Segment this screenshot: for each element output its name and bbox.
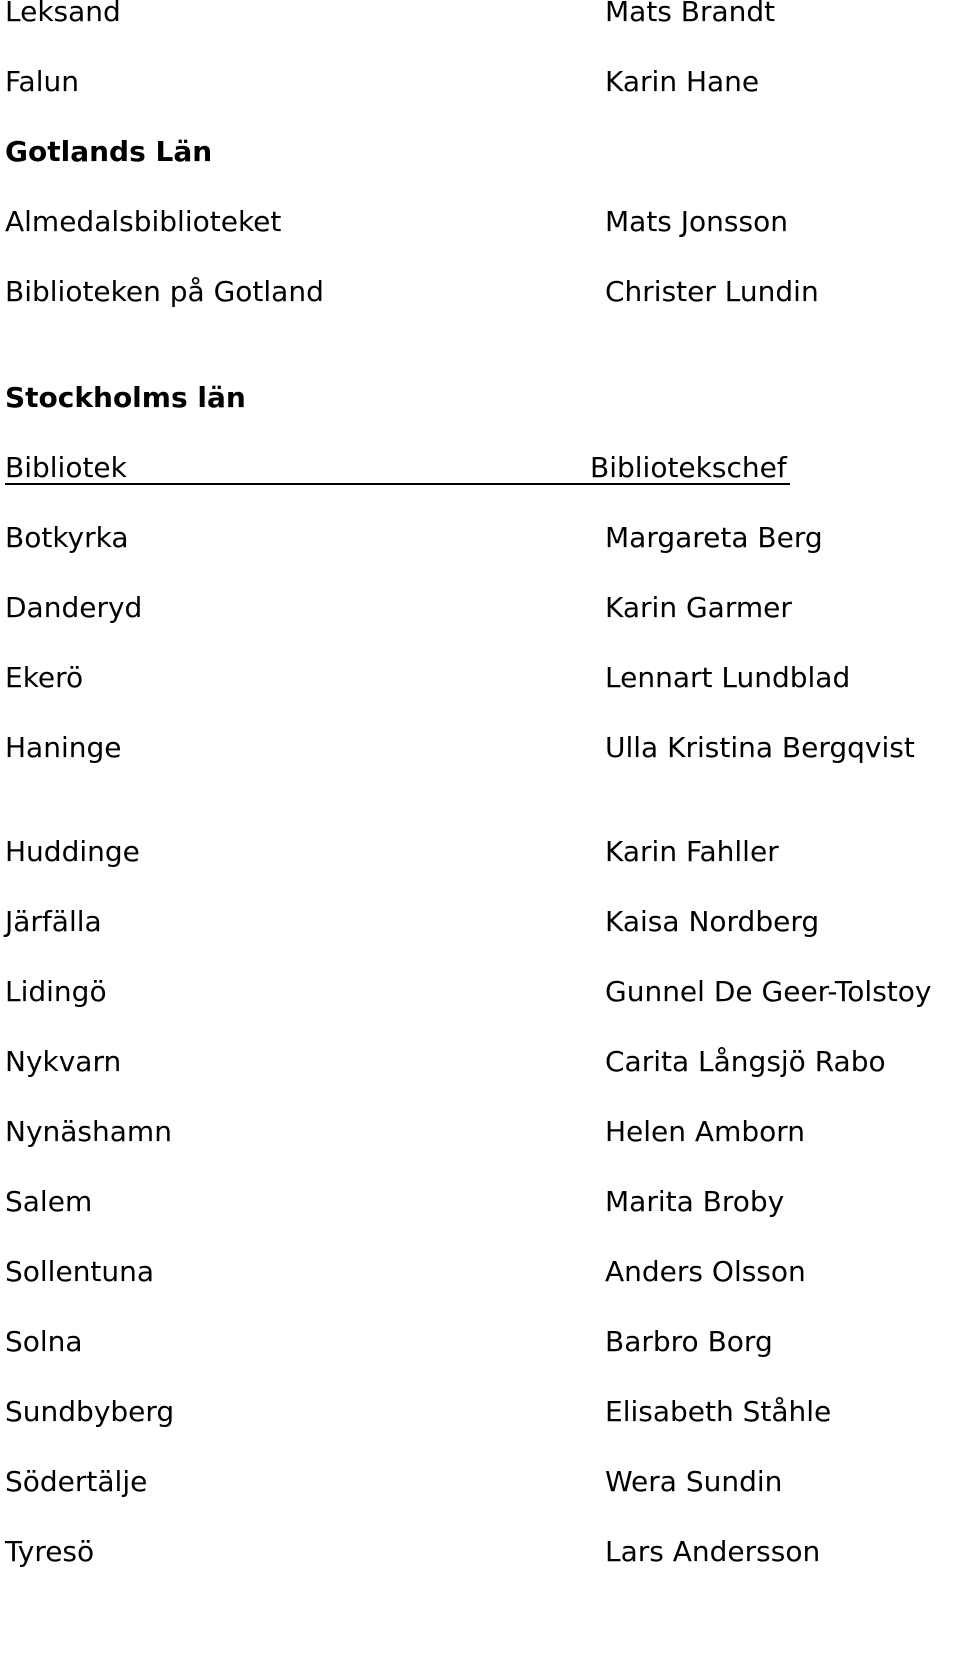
library-chief: Christer Lundin — [605, 275, 819, 308]
library-chief: Karin Garmer — [605, 591, 792, 624]
library-name: Nykvarn — [5, 1045, 122, 1078]
library-name: Huddinge — [5, 835, 140, 868]
table-row — [0, 1182, 960, 1222]
library-name: Nynäshamn — [5, 1115, 172, 1148]
table-row — [0, 1392, 960, 1432]
library-name: Sundbyberg — [5, 1395, 175, 1428]
library-name: Solna — [5, 1325, 83, 1358]
table-row — [0, 518, 960, 558]
table-row — [0, 972, 960, 1012]
library-name: Danderyd — [5, 591, 143, 624]
table-row — [0, 0, 960, 32]
header-underline — [5, 483, 790, 485]
library-chief: Karin Fahller — [605, 835, 779, 868]
library-name: Falun — [5, 65, 79, 98]
library-name: Sollentuna — [5, 1255, 155, 1288]
library-chief: Barbro Borg — [605, 1325, 773, 1358]
library-chief: Lars Andersson — [605, 1535, 821, 1568]
library-name: Salem — [5, 1185, 93, 1218]
table-row — [0, 62, 960, 102]
section-heading-stockholm: Stockholms län — [5, 381, 246, 414]
library-chief: Mats Jonsson — [605, 205, 788, 238]
table-row — [0, 902, 960, 942]
library-name: Tyresö — [5, 1535, 95, 1568]
table-row — [0, 1042, 960, 1082]
library-name: Järfälla — [5, 905, 102, 938]
table-row — [0, 832, 960, 872]
library-name: Ekerö — [5, 661, 84, 694]
library-chief: Margareta Berg — [605, 521, 823, 554]
library-chief: Karin Hane — [605, 65, 760, 98]
library-name: Botkyrka — [5, 521, 129, 554]
section-heading-gotland: Gotlands Län — [5, 135, 213, 168]
table-row — [0, 1532, 960, 1572]
library-name: Leksand — [5, 0, 121, 28]
column-header-chief: Bibliotekschef — [590, 451, 787, 484]
library-chief: Gunnel De Geer-Tolstoy — [605, 975, 932, 1008]
library-chief: Kaisa Nordberg — [605, 905, 820, 938]
table-row — [0, 1252, 960, 1292]
library-chief: Marita Broby — [605, 1185, 785, 1218]
library-chief: Helen Amborn — [605, 1115, 806, 1148]
table-row — [0, 728, 960, 768]
table-row — [0, 1322, 960, 1362]
table-row — [0, 658, 960, 698]
column-header-library: Bibliotek — [5, 451, 127, 484]
table-row — [0, 1462, 960, 1502]
library-chief: Elisabeth Ståhle — [605, 1395, 832, 1428]
library-chief: Anders Olsson — [605, 1255, 806, 1288]
library-name: Biblioteken på Gotland — [5, 275, 324, 308]
library-chief: Lennart Lundblad — [605, 661, 851, 694]
library-chief: Mats Brandt — [605, 0, 776, 28]
table-row — [0, 202, 960, 242]
column-header-row — [0, 448, 960, 488]
library-name: Almedalsbiblioteket — [5, 205, 282, 238]
table-row — [0, 1112, 960, 1152]
library-name: Södertälje — [5, 1465, 148, 1498]
library-chief: Wera Sundin — [605, 1465, 783, 1498]
library-chief: Carita Långsjö Rabo — [605, 1045, 886, 1078]
table-row — [0, 588, 960, 628]
library-chief: Ulla Kristina Bergqvist — [605, 731, 915, 764]
table-row — [0, 272, 960, 312]
library-name: Haninge — [5, 731, 122, 764]
library-name: Lidingö — [5, 975, 107, 1008]
